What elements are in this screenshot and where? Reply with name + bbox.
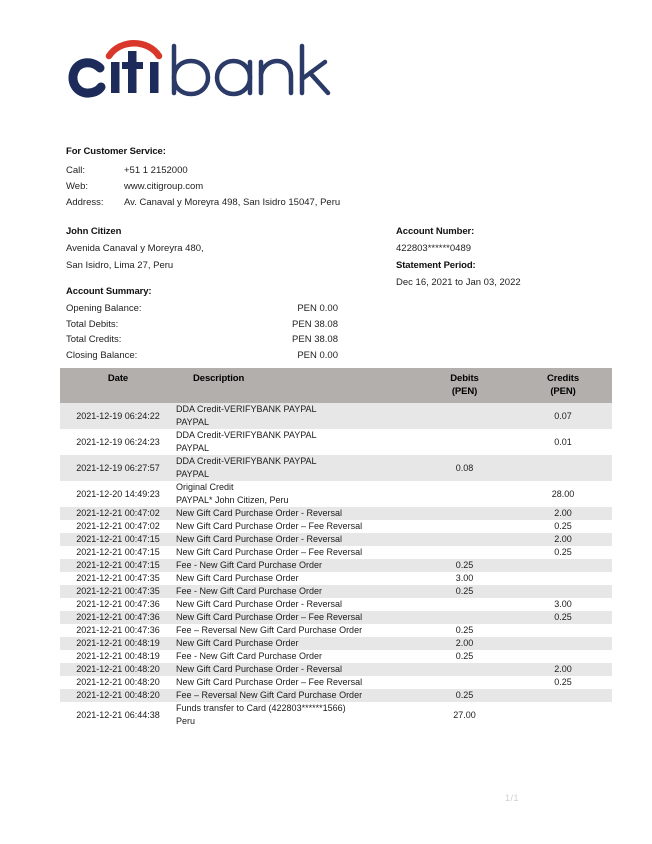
- customer-address-line2: San Isidro, Lima 27, Peru: [66, 260, 174, 271]
- cell-debit: 0.25: [415, 559, 514, 572]
- customer-name: John Citizen: [66, 226, 122, 237]
- statement-period-label: Statement Period:: [396, 260, 476, 271]
- cell-description: [176, 546, 415, 559]
- total-debits-value: PEN 38.08: [292, 318, 338, 330]
- table-row: [60, 689, 612, 702]
- cell-debit: [415, 481, 514, 507]
- cell-date: 2021-12-19 06:24:23: [60, 429, 176, 455]
- account-block: [396, 223, 616, 291]
- cell-debit: [415, 546, 514, 559]
- cell-description: [176, 572, 415, 585]
- cell-debit: [415, 533, 514, 546]
- table-row: [60, 559, 612, 572]
- cell-description: [176, 611, 415, 624]
- customer-address-line1: Avenida Canaval y Moreyra 480,: [66, 243, 204, 254]
- cell-credit: 2.00: [514, 663, 612, 676]
- table-row: [60, 637, 612, 650]
- description-line-1: Fee - New Gift Card Purchase Order: [176, 586, 323, 596]
- customer-block: [66, 223, 366, 274]
- cell-credit: 0.25: [514, 520, 612, 533]
- page-number: 1/1: [505, 793, 520, 803]
- summary-row-opening-balance: [66, 301, 338, 317]
- customer-service-title: For Customer Service:: [66, 146, 166, 157]
- column-header-description: Description: [176, 368, 415, 403]
- total-credits-value: PEN 38.08: [292, 334, 338, 345]
- account-summary-title: Account Summary:: [66, 286, 152, 297]
- closing-balance-value: PEN 0.00: [297, 349, 338, 361]
- table-row: [60, 598, 612, 611]
- cell-debit: 0.25: [415, 624, 514, 637]
- description-line-1: New Gift Card Purchase Order - Reversal: [176, 599, 343, 609]
- account-number-value: 422803******0489: [396, 243, 472, 254]
- cell-credit: [514, 650, 612, 663]
- cell-credit: [514, 455, 612, 481]
- table-row: [60, 533, 612, 546]
- description-line-1: DDA Credit-VERIFYBANK PAYPAL: [176, 456, 317, 466]
- column-header-date: Date: [60, 368, 176, 403]
- customer-service-call-row: [66, 163, 486, 179]
- address-label: Address:: [66, 197, 104, 208]
- table-row: [60, 429, 612, 455]
- cell-credit: 0.01: [514, 429, 612, 455]
- summary-row-total-credits: [66, 332, 338, 348]
- table-row: [60, 507, 612, 520]
- call-value: +51 1 2152000: [124, 165, 188, 176]
- description-line-1: Funds transfer to Card (422803******1566): [176, 703, 346, 713]
- transactions-table: [60, 368, 612, 728]
- cell-description: [176, 533, 415, 546]
- table-row: [60, 585, 612, 598]
- cell-debit: [415, 663, 514, 676]
- description-line-1: New Gift Card Purchase Order: [176, 573, 299, 583]
- table-row: [60, 403, 612, 429]
- table-row: [60, 481, 612, 507]
- description-line-1: Fee - New Gift Card Purchase Order: [176, 651, 323, 661]
- table-row: [60, 650, 612, 663]
- description-line-1: New Gift Card Purchase Order: [176, 638, 299, 648]
- cell-date: 2021-12-21 00:48:19: [60, 650, 176, 663]
- description-line-1: DDA Credit-VERIFYBANK PAYPAL: [176, 430, 317, 440]
- total-credits-label: Total Credits:: [66, 334, 122, 345]
- description-line-2: PAYPAL: [176, 443, 210, 453]
- description-line-2: PAYPAL: [176, 417, 210, 427]
- cell-description: [176, 676, 415, 689]
- description-line-1: New Gift Card Purchase Order – Fee Reversal: [176, 547, 363, 557]
- description-line-1: Fee – Reversal New Gift Card Purchase Order: [176, 625, 363, 635]
- cell-date: 2021-12-20 14:49:23: [60, 481, 176, 507]
- cell-credit: 0.25: [514, 611, 612, 624]
- cell-date: 2021-12-21 00:47:35: [60, 585, 176, 598]
- cell-date: 2021-12-21 00:47:02: [60, 507, 176, 520]
- cell-credit: [514, 572, 612, 585]
- table-row: [60, 520, 612, 533]
- table-row: [60, 676, 612, 689]
- opening-balance-label: Opening Balance:: [66, 303, 142, 314]
- table-row: [60, 611, 612, 624]
- debits-header-currency: (PEN): [451, 386, 478, 397]
- cell-description: [176, 520, 415, 533]
- cell-debit: [415, 429, 514, 455]
- cell-date: 2021-12-19 06:27:57: [60, 455, 176, 481]
- description-line-1: New Gift Card Purchase Order - Reversal: [176, 534, 343, 544]
- cell-credit: 0.07: [514, 403, 612, 429]
- total-debits-label: Total Debits:: [66, 318, 119, 330]
- cell-description: [176, 559, 415, 572]
- account-number-label: Account Number:: [396, 226, 475, 237]
- web-value[interactable]: www.citigroup.com: [124, 181, 204, 192]
- description-line-2: PAYPAL* John Citizen, Peru: [176, 495, 289, 505]
- web-label: Web:: [66, 181, 89, 192]
- cell-debit: 3.00: [415, 572, 514, 585]
- table-row: [60, 663, 612, 676]
- cell-credit: 2.00: [514, 507, 612, 520]
- cell-date: 2021-12-21 00:47:02: [60, 520, 176, 533]
- citibank-logo: [62, 34, 362, 104]
- call-label: Call:: [66, 165, 86, 176]
- table-row: [60, 455, 612, 481]
- cell-debit: 0.25: [415, 689, 514, 702]
- summary-row-total-debits: [66, 317, 338, 333]
- cell-credit: 2.00: [514, 533, 612, 546]
- account-summary-block: [66, 286, 338, 363]
- cell-date: 2021-12-21 00:47:15: [60, 546, 176, 559]
- cell-debit: [415, 520, 514, 533]
- cell-description: [176, 702, 415, 728]
- customer-service-address-row: [66, 195, 486, 211]
- table-row: [60, 702, 612, 728]
- citibank-logo-svg: [62, 34, 362, 104]
- description-line-2: PAYPAL: [176, 469, 210, 479]
- description-line-2: Peru: [176, 716, 196, 726]
- cell-description: [176, 455, 415, 481]
- description-line-1: New Gift Card Purchase Order - Reversal: [176, 664, 343, 674]
- cell-description: [176, 689, 415, 702]
- cell-credit: 28.00: [514, 481, 612, 507]
- table-row: [60, 624, 612, 637]
- cell-description: [176, 663, 415, 676]
- description-line-1: Original Credit: [176, 482, 234, 492]
- transactions-table-body: [60, 403, 612, 728]
- opening-balance-value: PEN 0.00: [297, 303, 338, 314]
- cell-date: 2021-12-21 00:47:35: [60, 572, 176, 585]
- footer-watermark-left: [285, 802, 485, 818]
- footer-watermark-right: [470, 802, 590, 818]
- cell-debit: 0.25: [415, 650, 514, 663]
- cell-description: [176, 507, 415, 520]
- description-line-1: DDA Credit-VERIFYBANK PAYPAL: [176, 404, 317, 414]
- customer-service-web-row: [66, 179, 486, 195]
- cell-debit: 0.25: [415, 585, 514, 598]
- cell-debit: 2.00: [415, 637, 514, 650]
- credits-header-text: Credits: [546, 373, 580, 384]
- cell-description: [176, 481, 415, 507]
- cell-debit: [415, 611, 514, 624]
- cell-debit: [415, 676, 514, 689]
- cell-credit: [514, 585, 612, 598]
- description-line-1: New Gift Card Purchase Order – Fee Reversal: [176, 612, 363, 622]
- cell-date: 2021-12-21 00:48:20: [60, 689, 176, 702]
- column-header-debits: [415, 368, 514, 403]
- cell-description: [176, 624, 415, 637]
- cell-debit: [415, 507, 514, 520]
- cell-debit: 27.00: [415, 702, 514, 728]
- cell-date: 2021-12-21 00:47:36: [60, 624, 176, 637]
- closing-balance-label: Closing Balance:: [66, 349, 138, 361]
- cell-description: [176, 650, 415, 663]
- cell-description: [176, 598, 415, 611]
- cell-date: 2021-12-21 00:48:20: [60, 676, 176, 689]
- cell-credit: [514, 702, 612, 728]
- cell-debit: [415, 598, 514, 611]
- table-row: [60, 572, 612, 585]
- description-line-1: Fee - New Gift Card Purchase Order: [176, 560, 323, 570]
- cell-description: [176, 429, 415, 455]
- credits-header-currency: (PEN): [550, 386, 576, 397]
- cell-date: 2021-12-21 06:44:38: [60, 702, 176, 728]
- cell-debit: 0.08: [415, 455, 514, 481]
- cell-date: 2021-12-21 00:47:36: [60, 611, 176, 624]
- cell-credit: [514, 637, 612, 650]
- cell-credit: 0.25: [514, 546, 612, 559]
- customer-service-block: [66, 146, 486, 211]
- cell-date: 2021-12-21 00:47:15: [60, 533, 176, 546]
- cell-description: [176, 585, 415, 598]
- cell-description: [176, 403, 415, 429]
- transactions-table-head: [60, 368, 612, 403]
- cell-date: 2021-12-21 00:47:15: [60, 559, 176, 572]
- cell-credit: 0.25: [514, 676, 612, 689]
- table-row: [60, 546, 612, 559]
- debits-header-text: Debits: [450, 373, 479, 384]
- description-line-1: Fee – Reversal New Gift Card Purchase Order: [176, 690, 363, 700]
- statement-period-value: Dec 16, 2021 to Jan 03, 2022: [396, 277, 521, 288]
- cell-credit: [514, 559, 612, 572]
- address-value: Av. Canaval y Moreyra 498, San Isidro 15047, Peru: [124, 197, 341, 208]
- cell-date: 2021-12-19 06:24:22: [60, 403, 176, 429]
- column-header-credits: [514, 368, 612, 403]
- cell-credit: [514, 689, 612, 702]
- cell-date: 2021-12-21 00:48:20: [60, 663, 176, 676]
- cell-credit: 3.00: [514, 598, 612, 611]
- summary-row-closing-balance: [66, 348, 338, 364]
- description-line-1: New Gift Card Purchase Order - Reversal: [176, 508, 343, 518]
- description-line-1: New Gift Card Purchase Order – Fee Reversal: [176, 521, 363, 531]
- cell-debit: [415, 403, 514, 429]
- cell-date: 2021-12-21 00:47:36: [60, 598, 176, 611]
- cell-credit: [514, 624, 612, 637]
- description-line-1: New Gift Card Purchase Order – Fee Reversal: [176, 677, 363, 687]
- transactions-header-row: [60, 368, 612, 403]
- cell-date: 2021-12-21 00:48:19: [60, 637, 176, 650]
- cell-description: [176, 637, 415, 650]
